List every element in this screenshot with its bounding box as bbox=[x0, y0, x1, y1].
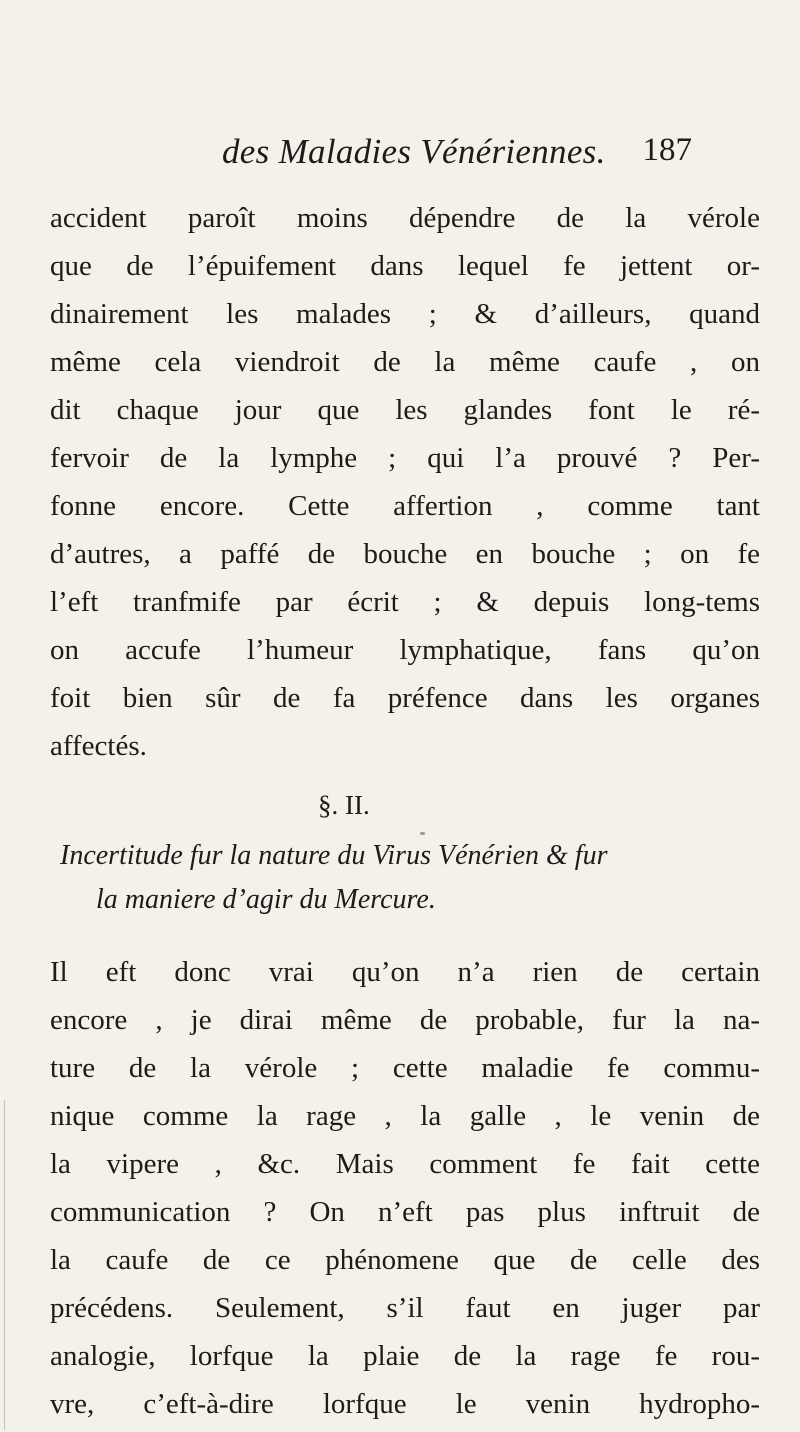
text-line: dinairement les malades ; & d’ailleurs, quand bbox=[50, 298, 760, 330]
text-line: accident paroît moins dépendre de la vérole bbox=[50, 202, 760, 234]
text-line: que de l’épuifement dans lequel fe jettent or- bbox=[50, 250, 760, 282]
running-head bbox=[222, 132, 692, 180]
text-line: même cela viendroit de la même caufe , on bbox=[50, 346, 760, 378]
text-line: l’eft tranfmife par écrit ; & depuis long-tems bbox=[50, 586, 760, 618]
section-heading-line-2: la maniere d’agir du Mercure. bbox=[96, 884, 436, 915]
section-mark: §. II. bbox=[318, 790, 370, 820]
text-line: d’autres, a paffé de bouche en bouche ; on fe bbox=[50, 538, 760, 570]
text-line: vre, c’eft-à-dire lorfque le venin hydropho- bbox=[50, 1388, 760, 1420]
text-line: nique comme la rage , la galle , le venin de bbox=[50, 1100, 760, 1132]
text-line: la vipere , &c. Mais comment fe fait cette bbox=[50, 1148, 760, 1180]
text-line: analogie, lorfque la plaie de la rage fe rou- bbox=[50, 1340, 760, 1372]
text-line: foit bien sûr de fa préfence dans les organes bbox=[50, 682, 760, 714]
ink-speck bbox=[420, 832, 425, 835]
text-line: fonne encore. Cette affertion , comme tant bbox=[50, 490, 760, 522]
text-line: encore , je dirai même de probable, fur la na- bbox=[50, 1004, 760, 1036]
text-line: précédens. Seulement, s’il faut en juger par bbox=[50, 1292, 760, 1324]
text-line: dit chaque jour que les glandes font le ré- bbox=[50, 394, 760, 426]
running-title: des Maladies Vénériennes. bbox=[222, 132, 606, 171]
page-edge-shadow bbox=[4, 1100, 5, 1430]
text-line: communication ? On n’eft pas plus inftruit de bbox=[50, 1196, 760, 1228]
text-line: ture de la vérole ; cette maladie fe commu- bbox=[50, 1052, 760, 1084]
page-number: 187 bbox=[642, 132, 692, 168]
text-line: Il eft donc vrai qu’on n’a rien de certain bbox=[50, 956, 760, 988]
section-heading-line-1: Incertitude fur la nature du Virus Vénérien & fur bbox=[60, 840, 608, 871]
text-line: affectés. bbox=[50, 730, 147, 762]
text-line: la caufe de ce phénomene que de celle des bbox=[50, 1244, 760, 1276]
text-line: on accufe l’humeur lymphatique, fans qu’on bbox=[50, 634, 760, 666]
text-line: fervoir de la lymphe ; qui l’a prouvé ? Per- bbox=[50, 442, 760, 474]
